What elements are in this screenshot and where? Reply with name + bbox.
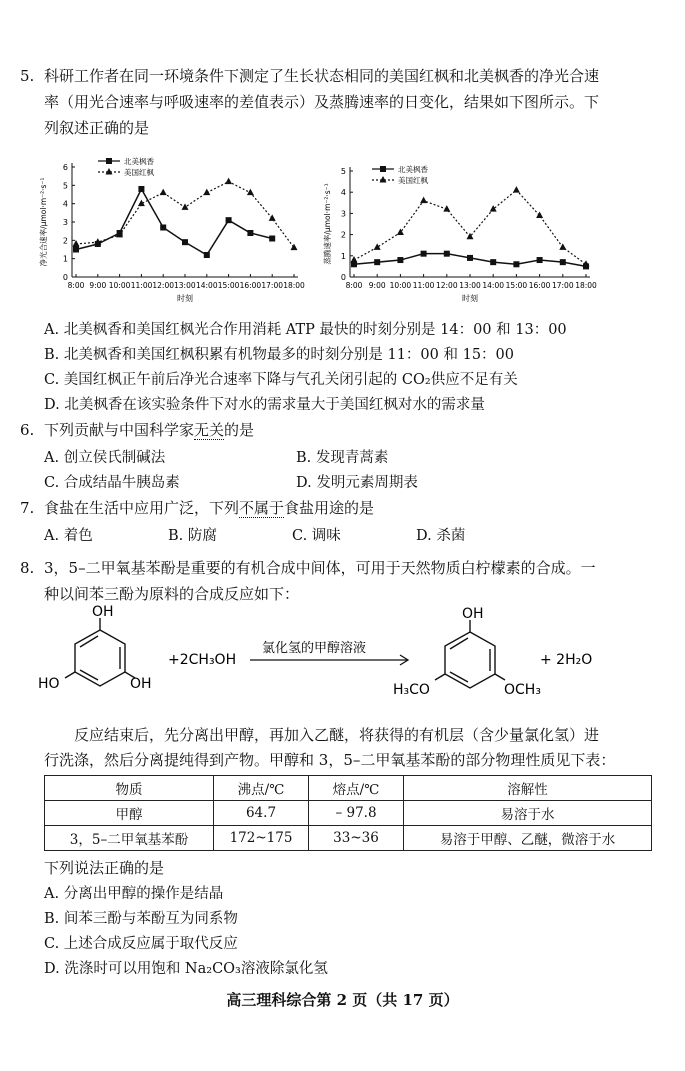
y-tick-label: 4 xyxy=(340,188,346,198)
q5-stem-line3: 列叙述正确的是 xyxy=(44,119,150,137)
q8-para-line2: 行洗涤，然后分离提纯得到产物。甲醇和 3，5–二甲氧基苯酚的部分物理性质见下表： xyxy=(44,751,616,769)
y-tick-label: 6 xyxy=(62,163,68,172)
reaction-condition: 氯化氢的甲醇溶液 xyxy=(262,641,367,656)
x-tick-label: 10:00 xyxy=(389,281,412,290)
reactant-oh-right: OH xyxy=(130,676,152,692)
data-point-triangle xyxy=(559,243,566,250)
table-header-cell: 物质 xyxy=(45,776,214,801)
q5-number: 5. xyxy=(20,67,35,85)
q5-option-b: B. 北美枫香和美国红枫积累有机物最多的时刻分别是 11：00 和 15：00 xyxy=(44,347,515,363)
q7-option-d: D. 杀菌 xyxy=(416,528,466,544)
q6-option-c: C. 合成结晶牛胰岛素 xyxy=(44,475,180,491)
table-header-cell: 沸点/℃ xyxy=(214,776,309,801)
series-line-beimei-fengxiang xyxy=(76,189,272,255)
q7-option-b: B. 防腐 xyxy=(168,528,217,544)
product-oh-top: OH xyxy=(462,606,484,622)
q6-option-d: D. 发明元素周期表 xyxy=(296,475,418,491)
data-point-square xyxy=(513,261,519,267)
data-point-triangle xyxy=(536,212,543,219)
legend-label: 美国红枫 xyxy=(398,176,428,185)
reaction-arrow xyxy=(250,655,408,665)
q8-option-b: B. 间苯三酚与苯酚互为同系物 xyxy=(44,911,238,927)
q8-stem-line2: 种以间苯三酚为原料的合成反应如下： xyxy=(44,585,300,603)
product-och3-right: OCH₃ xyxy=(504,682,541,698)
data-point-triangle xyxy=(490,205,497,212)
x-tick-label: 17:00 xyxy=(261,281,284,290)
data-point-triangle xyxy=(351,256,358,263)
byproduct-water: + 2H₂O xyxy=(540,652,593,668)
q7-number: 7. xyxy=(20,499,35,517)
data-point-triangle xyxy=(269,214,276,221)
table-header-row xyxy=(45,776,652,801)
data-point-square xyxy=(73,247,79,253)
y-tick-label: 0 xyxy=(62,273,68,282)
q5-option-d: D. 北美枫香在该实验条件下对水的需求量大于美国红枫对水的需求量 xyxy=(44,397,485,413)
q7-stem xyxy=(44,496,374,520)
series-line-meiguo-hongfeng xyxy=(354,190,586,264)
legend-marker-square xyxy=(106,158,112,164)
data-point-triangle xyxy=(225,178,232,185)
phloroglucinol-structure xyxy=(65,618,135,686)
data-point-triangle xyxy=(73,240,80,247)
legend-label: 北美枫香 xyxy=(398,165,428,174)
y-tick-label: 3 xyxy=(62,218,68,227)
reaction-scheme xyxy=(30,604,660,714)
q8-stem2: 下列说法正确的是 xyxy=(44,859,165,877)
table-row xyxy=(45,826,652,851)
table-header-cell: 溶解性 xyxy=(404,776,652,801)
data-point-square xyxy=(138,186,144,192)
data-point-triangle xyxy=(420,197,427,204)
q7-stem-pre: 食盐在生活中应用广泛，下列 xyxy=(44,499,240,517)
legend-marker-square xyxy=(380,166,386,172)
x-tick-label: 12:00 xyxy=(435,281,458,290)
q6-stem xyxy=(44,418,254,442)
x-axis-label: 时刻 xyxy=(462,294,478,303)
x-tick-label: 15:00 xyxy=(505,281,528,290)
legend-label: 北美枫香 xyxy=(124,157,154,166)
q6-number: 6. xyxy=(20,421,35,439)
reagent-methanol: +2CH₃OH xyxy=(168,652,237,668)
x-tick-label: 16:00 xyxy=(528,281,551,290)
x-tick-label: 9:00 xyxy=(368,281,386,290)
legend-marker-triangle xyxy=(380,176,387,183)
y-tick-label: 0 xyxy=(340,273,346,282)
data-point-square xyxy=(160,225,166,231)
table-cell: – 97.8 xyxy=(309,801,404,826)
y-tick-label: 5 xyxy=(62,181,68,191)
chart-transpiration xyxy=(320,155,602,305)
q6-option-a: A. 创立侯氏制碱法 xyxy=(44,450,166,466)
q8-para-line1: 反应结束后，先分离出甲醇，再加入乙醚，将获得的有机层（含少量氯化氢）进 xyxy=(74,726,600,744)
y-tick-label: 1 xyxy=(62,254,68,264)
x-tick-label: 8:00 xyxy=(345,281,363,290)
y-tick-label: 1 xyxy=(340,251,346,261)
q7-option-c: C. 调味 xyxy=(292,528,341,544)
data-point-square xyxy=(421,251,427,257)
q7-option-a: A. 着色 xyxy=(44,528,93,544)
table-header-cell: 熔点/℃ xyxy=(309,776,404,801)
product-och3-left: H₃CO xyxy=(393,682,430,698)
data-point-square xyxy=(226,217,232,223)
q6-stem-emphasis: 无关 xyxy=(194,421,225,439)
y-axis-label: 净光合速率/μmol·m⁻²·s⁻¹ xyxy=(39,177,48,267)
data-point-square xyxy=(560,259,566,265)
q8-option-c: C. 上述合成反应属于取代反应 xyxy=(44,936,238,952)
data-point-square xyxy=(374,259,380,265)
x-tick-label: 14:00 xyxy=(195,281,218,290)
data-point-square xyxy=(537,257,543,263)
q8-number: 8. xyxy=(20,559,35,577)
data-point-triangle xyxy=(443,205,450,212)
q6-stem-post: 的是 xyxy=(224,421,255,439)
legend-marker-triangle xyxy=(106,168,113,175)
q5-option-c: C. 美国红枫正午前后净光合速率下降与气孔关闭引起的 CO₂供应不足有关 xyxy=(44,372,518,388)
data-point-triangle xyxy=(513,186,520,193)
q7-stem-emphasis: 不属于 xyxy=(239,499,285,517)
data-point-square xyxy=(397,257,403,263)
x-tick-label: 18:00 xyxy=(283,281,305,290)
q6-stem-pre: 下列贡献与中国科学家 xyxy=(44,421,195,439)
data-point-triangle xyxy=(291,244,298,251)
page-footer: 高三理科综合第 2 页（共 17 页） xyxy=(226,991,459,1009)
y-tick-label: 4 xyxy=(62,199,68,209)
q8-option-d: D. 洗涤时可以用饱和 Na₂CO₃溶液除氯化氢 xyxy=(44,961,328,977)
x-tick-label: 11:0012:0013:00 xyxy=(130,281,196,290)
data-point-square xyxy=(490,259,496,265)
x-tick-label: 10:00 xyxy=(108,281,131,290)
x-tick-label: 8:00 xyxy=(67,281,85,290)
data-point-triangle xyxy=(203,189,210,196)
q5-option-a: A. 北美枫香和美国红枫光合作用消耗 ATP 最快的时刻分别是 14：00 和 13：00 xyxy=(44,322,567,338)
data-point-square xyxy=(269,236,275,242)
x-axis-label: 时刻 xyxy=(177,294,193,303)
physical-properties-table xyxy=(44,775,652,851)
y-tick-label: 3 xyxy=(340,209,346,219)
y-tick-label: 2 xyxy=(62,236,68,246)
data-point-triangle xyxy=(374,243,381,250)
data-point-triangle xyxy=(182,203,189,210)
data-point-square xyxy=(182,239,188,245)
y-tick-label: 5 xyxy=(340,167,346,176)
x-tick-label: 16:00 xyxy=(239,281,262,290)
reactant-oh-left: HO xyxy=(38,676,60,692)
q5-stem-line1: 科研工作者在同一环境条件下测定了生长状态相同的美国红枫和北美枫香的净光合速 xyxy=(44,67,600,85)
chart-net-photosynthesis xyxy=(36,155,308,305)
q8-option-a: A. 分离出甲醇的操作是结晶 xyxy=(44,886,224,902)
product-structure xyxy=(435,620,505,688)
x-tick-label: 17:00 xyxy=(551,281,574,290)
table-row xyxy=(45,801,652,826)
q7-stem-post: 食盐用途的是 xyxy=(284,499,375,517)
x-tick-label: 14:00 xyxy=(482,281,505,290)
y-axis-label: 蒸腾速率/μmol·m⁻²·s⁻¹ xyxy=(323,183,332,265)
data-point-triangle xyxy=(160,189,167,196)
data-point-square xyxy=(247,230,253,236)
q5-stem-line2: 率（用光合速率与呼吸速率的差值表示）及蒸腾速率的日变化，结果如下图所示。下 xyxy=(44,93,600,111)
table-cell: 64.7 xyxy=(214,801,309,826)
x-tick-label: 13:00 xyxy=(459,281,481,290)
data-point-square xyxy=(204,252,210,258)
x-tick-label: 11:00 xyxy=(412,281,435,290)
data-point-square xyxy=(444,251,450,257)
table-cell: 易溶于水 xyxy=(404,801,652,826)
x-tick-label: 9:00 xyxy=(89,281,107,290)
table-cell: 172~175 xyxy=(214,826,309,851)
x-tick-label: 18:00 xyxy=(575,281,597,290)
data-point-triangle xyxy=(247,189,254,196)
table-cell: 33~36 xyxy=(309,826,404,851)
reactant-oh-top: OH xyxy=(92,604,114,620)
x-tick-label: 15:00 xyxy=(217,281,240,290)
table-cell: 甲醇 xyxy=(45,801,214,826)
y-tick-label: 2 xyxy=(340,230,346,240)
q8-stem-line1: 3，5–二甲氧基苯酚是重要的有机合成中间体，可用于天然物质白柠檬素的合成。一 xyxy=(44,559,596,577)
q6-option-b: B. 发现青蒿素 xyxy=(296,450,389,466)
table-cell: 3，5–二甲氧基苯酚 xyxy=(45,826,214,851)
legend-label: 美国红枫 xyxy=(124,168,154,177)
table-cell: 易溶于甲醇、乙醚，微溶于水 xyxy=(404,826,652,851)
data-point-square xyxy=(467,255,473,261)
